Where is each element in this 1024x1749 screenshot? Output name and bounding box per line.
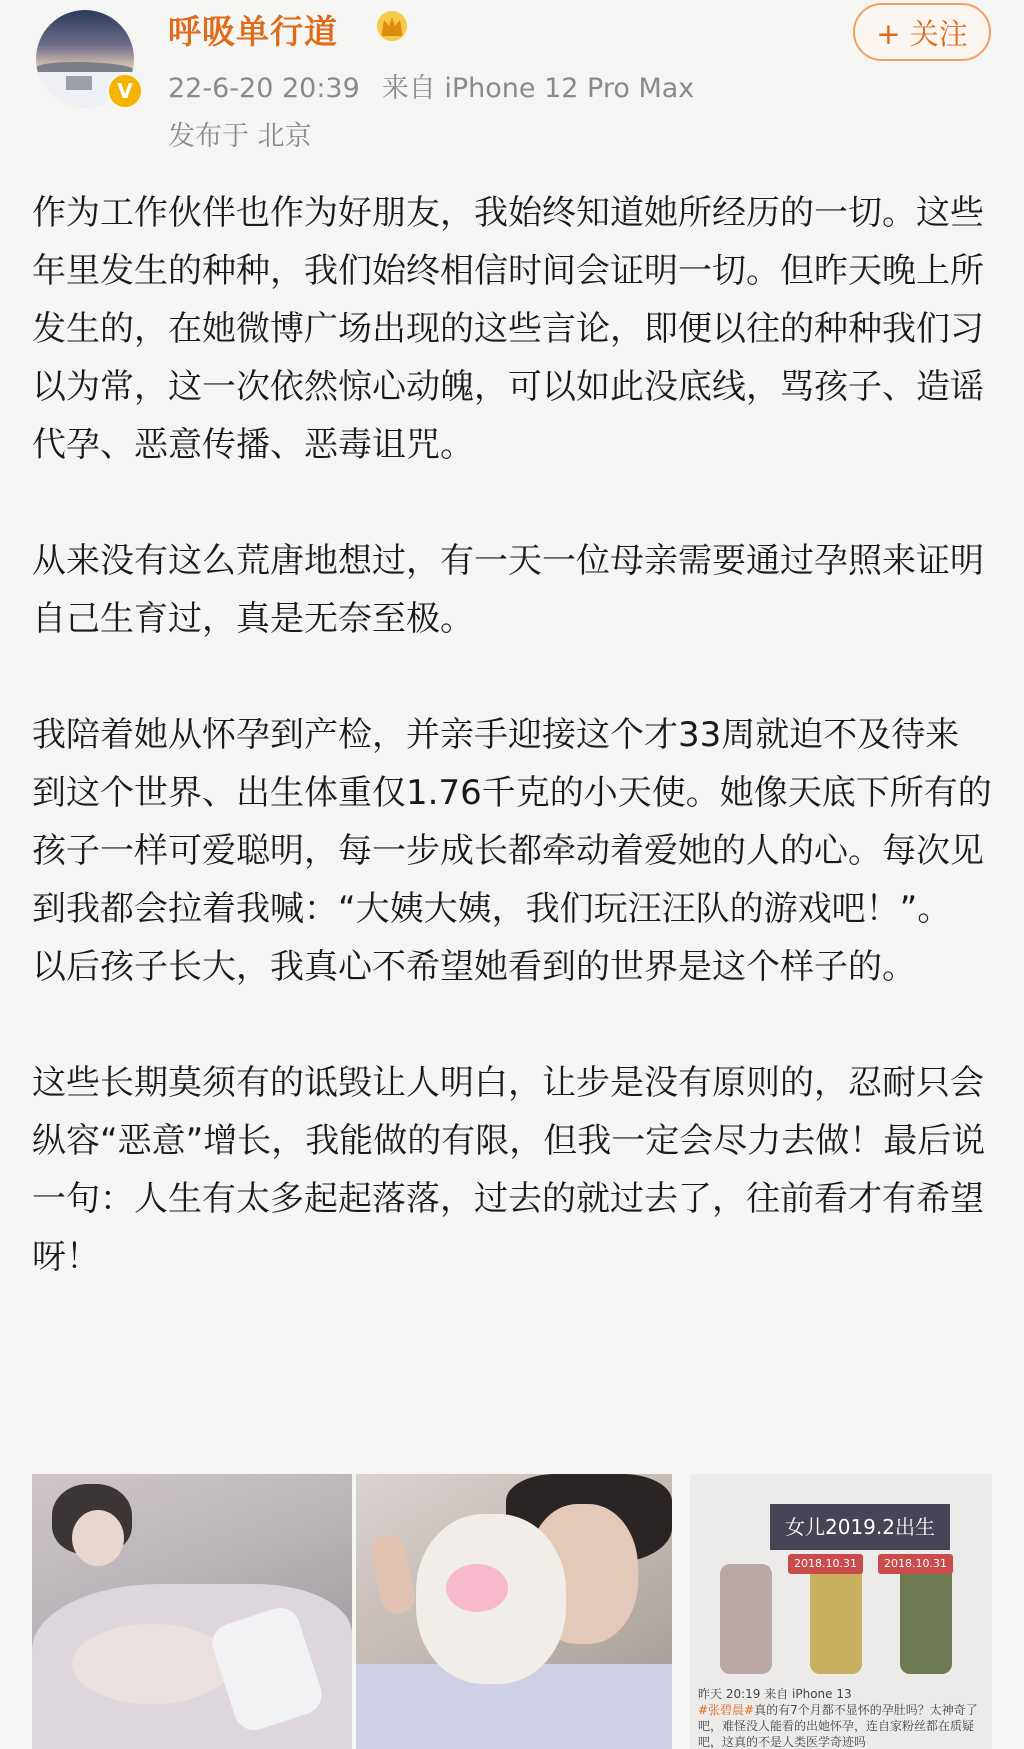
photo-figure bbox=[72, 1510, 124, 1566]
post-source: 来自 iPhone 12 Pro Max bbox=[381, 73, 695, 104]
photo-figure bbox=[368, 1531, 418, 1616]
paragraph-gap bbox=[32, 648, 992, 706]
image-grid bbox=[32, 1474, 992, 1749]
post-header bbox=[0, 0, 1024, 160]
post-location: 发布于 北京 bbox=[168, 121, 312, 152]
collage-date-tag: 2018.10.31 bbox=[788, 1554, 863, 1574]
follow-button[interactable]: + 关注 bbox=[853, 3, 991, 61]
username[interactable]: 呼吸单行道 bbox=[168, 12, 338, 51]
crown-icon bbox=[374, 8, 410, 44]
paragraph-gap bbox=[32, 996, 992, 1054]
post-timestamp: 22-6-20 20:39 bbox=[168, 73, 360, 104]
collage-figure bbox=[810, 1564, 862, 1674]
post-paragraph: 这些长期莫须有的诋毁让人明白，让步是没有原则的，忍耐只会纵容“恶意”增长，我能做的有限，但我一定会尽力去做！最后说一句：人生有太多起起落落，过去的就过去了，往前看才有希望呀！ bbox=[32, 1063, 986, 1277]
post-paragraph: 从来没有这么荒唐地想过，有一天一位母亲需要通过孕照来证明自己生育过，真是无奈至极。 bbox=[32, 541, 984, 639]
paragraph-gap bbox=[32, 474, 992, 532]
collage-banner: 女儿2019.2出生 bbox=[770, 1504, 950, 1550]
collage-caption bbox=[698, 1686, 984, 1749]
post-paragraph: 作为工作伙伴也作为好朋友，我始终知道她所经历的一切。这些年里发生的种种，我们始终相信时间会证明一切。但昨天晚上所发生的，在她微博广场出现的这些言论，即便以往的种种我们习以为常，这一次依然惊心动魄，可以如此没底线，骂孩子、造谣代孕、恶意传播、恶毒诅咒。 bbox=[32, 193, 984, 465]
photo-hospital-bed[interactable] bbox=[32, 1474, 352, 1749]
avatar-house bbox=[66, 76, 92, 90]
collage-date-tag: 2018.10.31 bbox=[878, 1554, 953, 1574]
collage-caption-meta: 昨天 20:19 来自 iPhone 13 bbox=[698, 1687, 852, 1701]
collage-figure bbox=[900, 1564, 952, 1674]
post-paragraph: 以后孩子长大，我真心不希望她看到的世界是这个样子的。 bbox=[32, 947, 916, 987]
photo-screenshot-collage[interactable] bbox=[690, 1474, 992, 1749]
post-meta bbox=[168, 66, 716, 105]
verified-badge-icon: V bbox=[106, 72, 144, 110]
collage-caption-text: 真的有7个月都不显怀的孕肚吗？太神奇了吧，难怪没人能看的出她怀孕，连自家粉丝都在质疑吧，这真的不是人类医学奇迹吗 bbox=[698, 1703, 978, 1749]
photo-newborn[interactable] bbox=[356, 1474, 672, 1749]
photo-figure bbox=[446, 1564, 508, 1612]
post-paragraph: 我陪着她从怀孕到产检，并亲手迎接这个才33周就迫不及待来到这个世界、出生体重仅1.76千克的小天使。她像天底下所有的孩子一样可爱聪明，每一步成长都牵动着爱她的人的心。每次见到我都会拉着我喊：“大姨大姨，我们玩汪汪队的游戏吧！”。 bbox=[32, 715, 992, 929]
collage-figure bbox=[720, 1564, 772, 1674]
collage-caption-hashtag: #张碧晨# bbox=[698, 1703, 755, 1717]
post-body bbox=[32, 184, 992, 1286]
photo-figure bbox=[72, 1624, 232, 1704]
